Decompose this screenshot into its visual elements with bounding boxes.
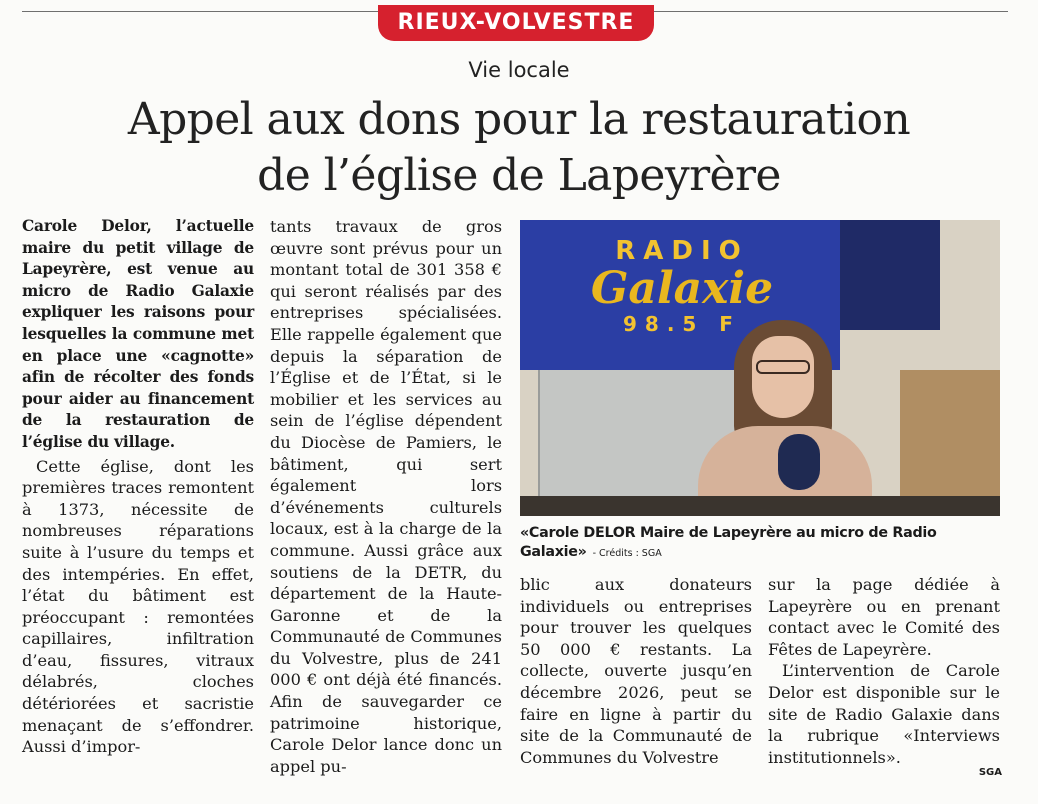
logo-radio-text: RADIO (615, 236, 749, 266)
desk (520, 496, 1000, 516)
headline-line-1: Appel aux dons pour la restauration (127, 94, 911, 145)
logo-galaxie-text: Galaxie (590, 263, 774, 314)
shelf (900, 370, 1000, 516)
author-signature: SGA (978, 767, 1002, 778)
article-paragraph-5: L’intervention de Carole Delor est disponible sur le site de Radio Galaxie dans la rubrique «Interviews institutionnels». (768, 661, 1000, 767)
glasses-icon (756, 360, 810, 374)
headline (0, 92, 1038, 204)
microphone-icon (778, 434, 820, 490)
photo-caption (520, 524, 1002, 563)
caption-text: «Carole DELOR Maire de Lapeyrère au micro de Radio Galaxie» (520, 525, 937, 560)
section-banner: RIEUX-VOLVESTRE (378, 5, 654, 41)
article-column-1 (22, 216, 254, 758)
article-column-4 (768, 574, 1000, 768)
headline-line-2: de l’église de Lapeyrère (257, 150, 781, 201)
article-column-3 (520, 574, 752, 768)
kicker: Vie locale (468, 58, 570, 82)
dark-panel (840, 220, 940, 330)
article-lead: Carole Delor, l’actuelle maire du petit village de Lapeyrère, est venue au micro de Radio Galaxie expliquer les raisons pour lesquelles la commune met en place une «cagnotte» afin de récolter des fonds pour aider au financement de la restauration de l’église du village. (22, 217, 254, 451)
article-paragraph-1: Cette église, dont les premières traces remontent à 1373, nécessite de nombreuses réparations suite à l’usure du temps et des intempéries. En effet, l’état du bâtiment est préoccupant : remontées capillaires, infiltration d’eau, fissures, vitraux délabrés, cloches détériorées et sacristie menaçant de s’effondrer. Aussi d’impor- (22, 456, 254, 757)
article-photo (520, 220, 1000, 516)
cabinet-edge (538, 370, 540, 516)
article-paragraph-2: tants travaux de gros œuvre sont prévus pour un montant total de 301 358 € qui seront réalisés par des entreprises spécialisées. Elle rappelle également que depuis la séparation de l’Église et de l’État, si le mobilier et les services au sein de l’église dépendent du Diocèse de Pamiers, le bâtiment, qui sert également lors d’événements culturels locaux, est à la charge de la commune. Aussi grâce aux soutiens de la DETR, du département de la Haute-Garonne et de la Communauté de Communes du Volvestre, plus de 241 000 € ont déjà été financés. Afin de sauvegarder ce patrimoine historique, Carole Delor lance donc un appel pu- (270, 217, 502, 776)
photo-credit: - Crédits : SGA (592, 548, 662, 559)
logo-frequency-text: 98.5 F (623, 312, 741, 336)
article-paragraph-4: sur la page dédiée à Lapeyrère ou en prenant contact avec le Comité des Fêtes de Lapeyrère. (768, 575, 1000, 659)
article-paragraph-3: blic aux donateurs individuels ou entreprises pour trouver les quelques 50 000 € restants. La collecte, ouverte jusqu’en décembre 2026, peut se faire en ligne à partir du site de la Communauté de Communes du Volvestre (520, 575, 752, 767)
person-face (752, 336, 814, 418)
article-column-2 (270, 216, 502, 777)
